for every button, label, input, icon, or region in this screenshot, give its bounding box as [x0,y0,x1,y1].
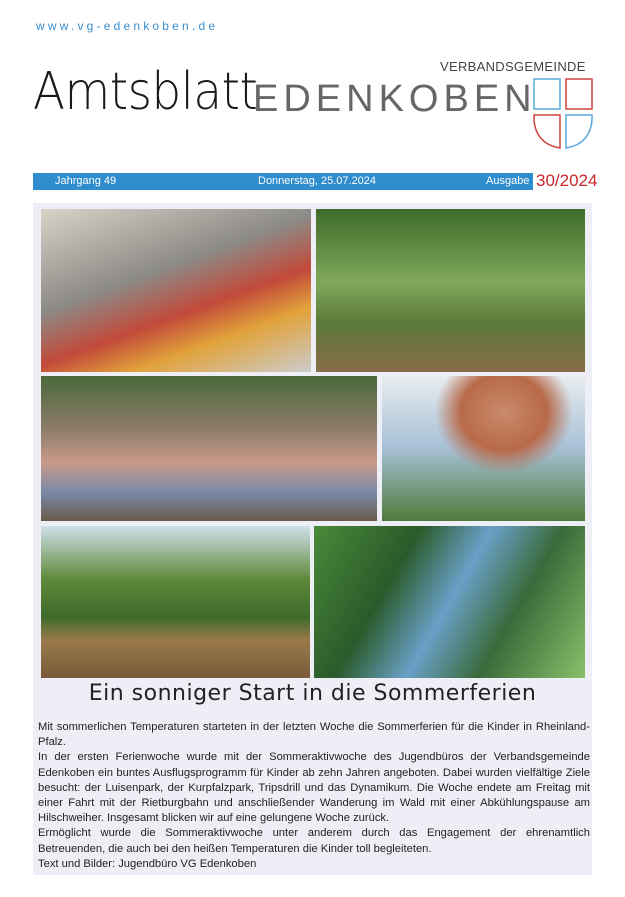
article-headline: Ein sonniger Start in die Sommerferien [88,681,537,706]
publication-title: Amtsblatt [33,62,258,122]
photo-indoor-play [41,209,311,372]
org-name-logo: EDENKOBEN [253,78,537,120]
photo-group [41,376,377,521]
cover-article [33,203,592,875]
photo-greenhouse [314,526,585,678]
credits: Text und Bilder: Jugendbüro VG Edenkoben [38,857,257,870]
volume: Jahrgang 49 [55,175,117,187]
paragraph: In der ersten Ferienwoche wurde mit der Sommeraktivwoche des Jugendbüros der Verbandsgemeinde Edenkoben ein buntes Ausflugsprogramm für Kinder ab zehn Jahren angeboten. Dabei wurden vielfältige Ziele besucht: der Luisenpark, der Kurpfalzpark, Tripsdrill und das Dynamikum. Die Woche endete am Freitag mit einer Fahrt mit der Rietburgbahn und anschließender Wanderung im Wald mit einer Abkühlungspause am Hilschweiher. Insgesamt blicken wir auf eine gelungene Woche zurück. [38,751,590,825]
paragraph: Ermöglicht wurde die Sommeraktivwoche unter anderem durch das Engagement der ehrenamtlich Betreuenden, die auch bei den heißen Temperaturen die Kinder toll begleiteten. [38,827,590,855]
website-url[interactable]: www.vg-edenkoben.de [36,19,219,33]
paragraph: Mit sommerlichen Temperaturen starteten in der letzten Woche die Sommerferien für die Kinder in Rheinland-Pfalz. [38,721,590,749]
coat-of-arms-icon [533,78,593,150]
photo-swing-ride [382,376,585,521]
photo-forest-walk [316,209,585,372]
issue-number: 30/2024 [536,171,598,190]
issue-label: Ausgabe [486,175,530,187]
issue-date: Donnerstag, 25.07.2024 [258,175,377,187]
org-label: VERBANDSGEMEINDE [440,59,586,74]
article-body [38,720,590,872]
photo-lake-swan-boats [41,526,310,678]
info-bar [33,173,533,190]
